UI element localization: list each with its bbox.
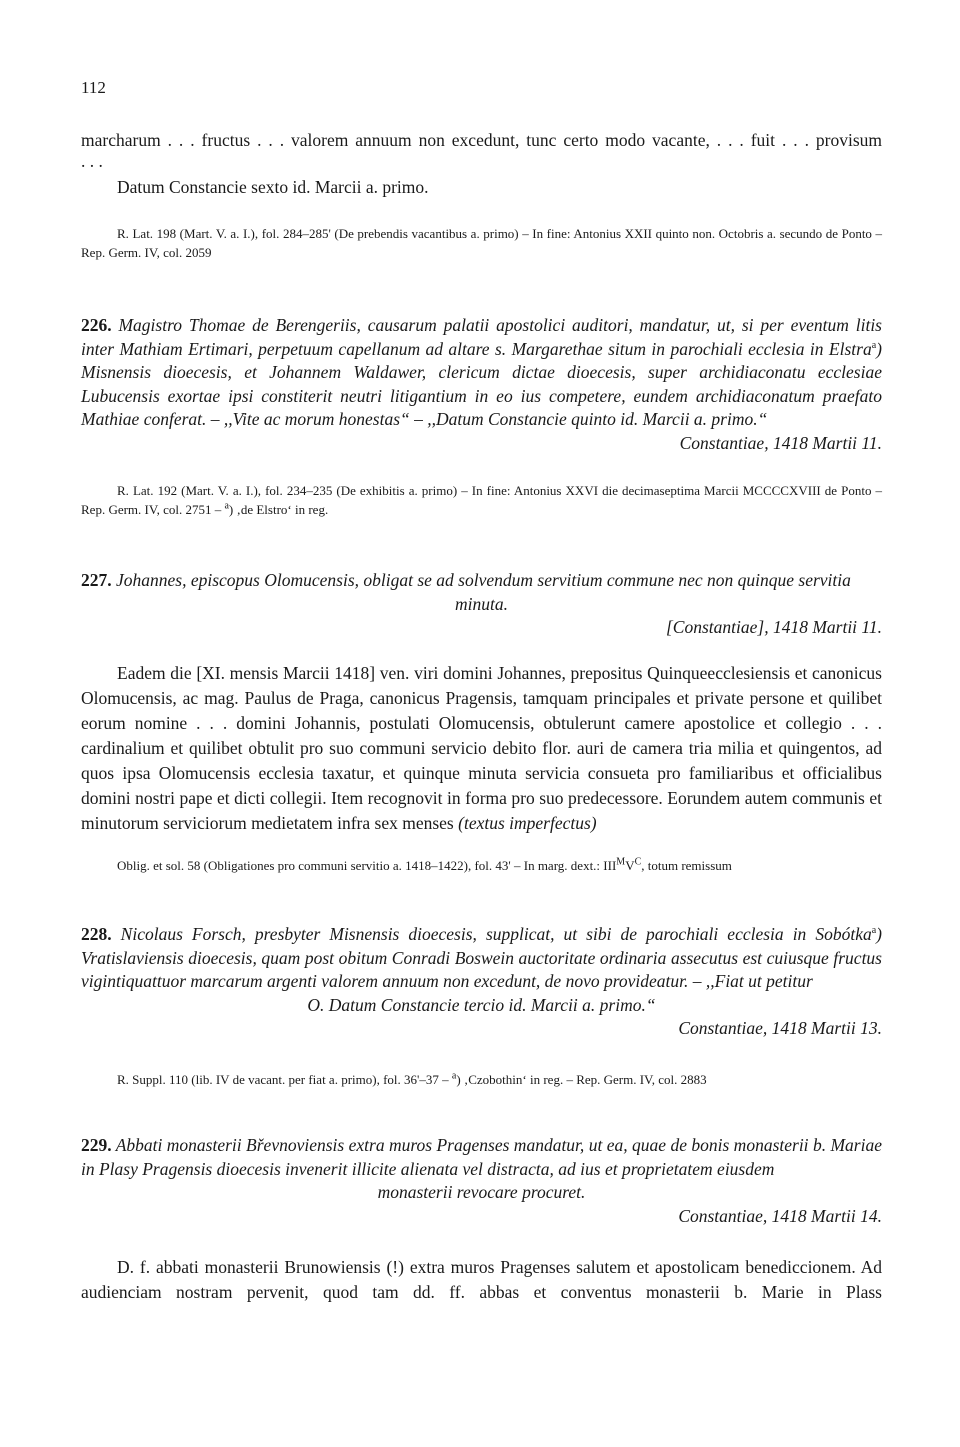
entry-number: 226. <box>81 315 112 335</box>
entry-229-regest: 229. Abbati monasterii Břevnoviensis extra muros Pragenses mandatur, ut ea, quae de bonis monasterii b. Mariae in Plasy Pragensis dioecesis invenerit illicite alienata vel distracta, ad ius et proprietatem eiusdem <box>81 1135 882 1179</box>
entry-226 <box>81 314 882 455</box>
entry-227-date: [Constantiae], 1418 Martii 11. <box>665 617 882 637</box>
entry-226-regest: 226. Magistro Thomae de Berengeriis, causarum palatii apostolici auditori, mandatur, ut, si per eventum litis inter Mathiam Ertimari, perpetuum capellanum ad altare s. Margarethae situm in parochiali ecclesia in Elstra$^a$) Misnensis dioecesis, et Johannem Waldawer, clericum dictae dioecesis, super archidiaconatu ecclesiae Lubucensis exortae ipsi constiterit neutri litigantium in eo ius competere, eundem archidiaconatum praefato Mathiae conferat. – ,,Vite ac morum honestas“ – ,,Datum Constancie quinto id. Marcii a. primo.“ <box>81 315 882 429</box>
entry-226-footnote: R. Lat. 192 (Mart. V. a. I.), fol. 234–235 (De exhibitis a. primo) – In fine: Antonius XXVI die decimaseptima Marcii MCCCCXVIII de Ponto – Rep. Germ. IV, col. 2751 – $^a$) ‚de Elstro‘ in reg. <box>81 483 882 517</box>
entry-229 <box>81 1134 882 1228</box>
entry-227 <box>81 569 882 640</box>
entry-228-regest: 228. Nicolaus Forsch, presbyter Misnensis dioecesis, supplicat, ut sibi de parochiali ecclesia in Sobótka$^a$) Vratislaviensis dioecesis, quam post obitum Conradi Boswein auctoritate ordinaria assecutus est cuiusque fructus vigintiquattuor marcarum argenti valorem annuum non excedunt, de novo provideatur. – ,,Fiat ut petitur <box>81 924 882 991</box>
entry-228-footnote: R. Suppl. 110 (lib. IV de vacant. per fiat a. primo), fol. 36'–37 – $^a$) ‚Czobothin‘ in reg. – Rep. Germ. IV, col. 2883 <box>117 1070 707 1087</box>
entry-229-text <box>81 1255 882 1305</box>
entry-227-regest-end: minuta. <box>455 593 508 614</box>
intro-footnote: R. Lat. 198 (Mart. V. a. I.), fol. 284–285' (De prebendis vacantibus a. primo) – In fine: Antonius XXII quinto non. Octobris a. secundo de Ponto – Rep. Germ. IV, col. 2059 <box>81 226 882 260</box>
intro-text <box>81 128 882 200</box>
page-number: 112 <box>81 78 106 97</box>
entry-227-note <box>81 856 882 875</box>
entry-226-note <box>81 481 882 519</box>
entry-226-date: Constantiae, 1418 Martii 11. <box>679 432 882 453</box>
intro-line-1: marcharum . . . fructus . . . valorem annuum non excedunt, tunc certo modo vacante, . . . fuit . . . provisum <box>81 130 882 150</box>
entry-227-body: Eadem die [XI. mensis Marcii 1418] ven. viri domini Johannes, prepositus Quinqueecclesiensis et canonicus Olomucensis, ac mag. Paulus de Praga, canonicus Pragensis, tamquam principales et private persone et quilibet eorum nomine . . . domini Johannis, postulati Olomucensis, obtulerunt camere apostolice et collegio . . . cardinalium et quilibet obtulit pro suo communi servicio debito flor. auri de camera tria milia et quingentos, ad quos ipsa Olomucensis ecclesia taxatur, et quinque minuta servicia consueta pro familiaribus et officialibus domini nostri pape et dicti collegii. Item recognovit in forma pro suo predecessore. Eorundem autem communis et minutorum serviciorum medietatem infra sex menses (textus imperfectus) <box>81 663 882 833</box>
entry-228-date: Constantiae, 1418 Martii 13. <box>678 1018 882 1038</box>
intro-note <box>81 224 882 262</box>
entry-227-text <box>81 661 882 836</box>
entry-number: 228. <box>81 924 112 944</box>
entry-227-regest: 227. Johannes, episcopus Olomucensis, obligat se ad solvendum servitium commune nec non quinque servitia <box>81 570 851 590</box>
entry-number: 227. <box>81 570 112 590</box>
entry-229-body: D. f. abbati monasterii Brunowiensis (!) extra muros Pragenses salutem et apostolicam benediccionem. Ad audienciam nostram pervenit, quod tam dd. ff. abbas et conventus monasterii b. Marie in Plass <box>81 1257 882 1302</box>
intro-line-3: Datum Constancie sexto id. Marcii a. primo. <box>117 177 429 197</box>
entry-228 <box>81 923 882 1041</box>
intro-line-2: . . . <box>81 151 103 171</box>
entry-227-footnote: Oblig. et sol. 58 (Obligationes pro communi servitio a. 1418–1422), fol. 43' – In marg. dext.: $III^MV^C$, totum remissum <box>117 856 732 873</box>
entry-228-regest-end: O. Datum Constancie tercio id. Marcii a. primo.“ <box>307 994 656 1015</box>
entry-number: 229. <box>81 1135 112 1155</box>
entry-228-note <box>81 1070 882 1089</box>
entry-229-date: Constantiae, 1418 Martii 14. <box>678 1205 882 1226</box>
entry-229-regest-end: monasterii revocare procuret. <box>377 1182 586 1202</box>
